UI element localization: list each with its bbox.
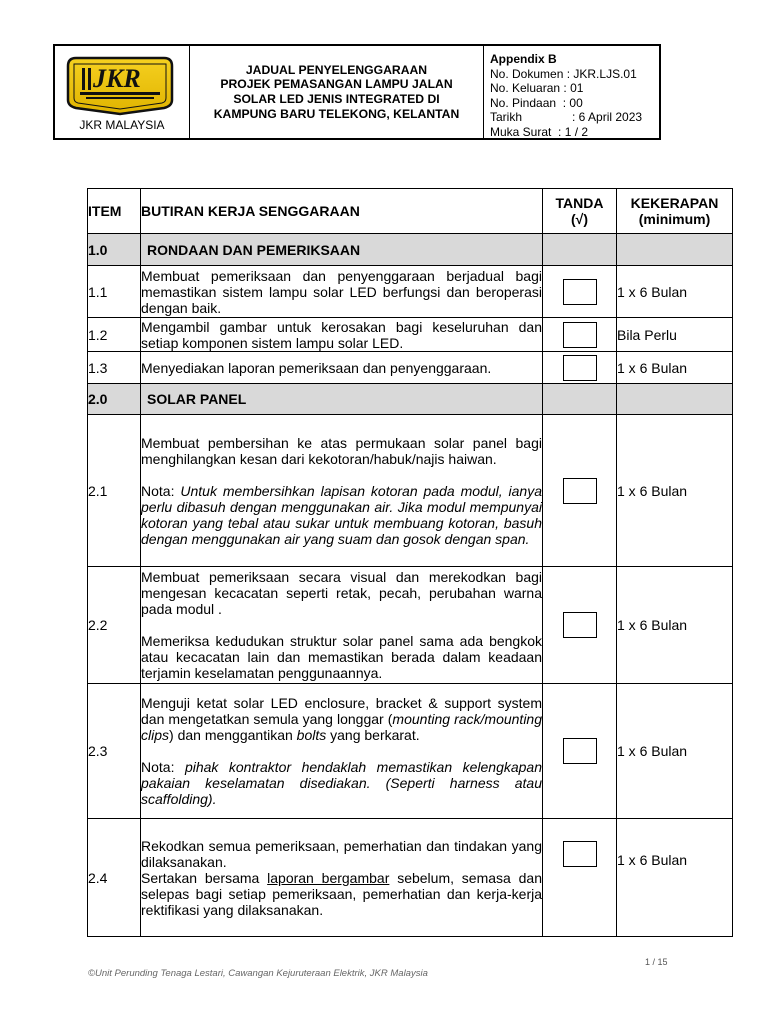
page-number: 1 / 15: [645, 957, 668, 967]
document-meta: [484, 46, 659, 138]
item-description: Membuat pemeriksaan dan penyenggaraan berjadual bagi memastikan sistem lampu solar LED berfungsi dan beroperasi dengan baik.: [141, 267, 542, 316]
frequency: 1 x 6 Bulan: [617, 266, 733, 318]
title-line: JADUAL PENYELENGGARAAN: [245, 62, 428, 77]
section-empty-cell: [617, 384, 733, 415]
table-row: [88, 819, 733, 937]
meta-label: No. Keluaran: [490, 81, 561, 96]
meta-label: No. Pindaan: [490, 95, 557, 110]
meta-muka-surat: Muka Surat : 1 / 2: [490, 124, 589, 139]
tick-cell: [543, 567, 617, 684]
section-row: [88, 234, 733, 266]
col-header-kekerapan: [617, 189, 733, 234]
tick-cell: [543, 819, 617, 937]
section-empty-cell: [543, 384, 617, 415]
description-text: [141, 870, 542, 918]
tick-checkbox[interactable]: [563, 612, 597, 638]
tick-checkbox[interactable]: [563, 322, 597, 348]
item-number: 1.2: [88, 318, 141, 352]
text-part: Sertakan bersama: [141, 869, 268, 886]
logo-cell: [55, 46, 190, 138]
appendix-label: Appendix B: [490, 52, 557, 66]
meta-dokumen: No. Dokumen : JKR.LJS.01: [490, 66, 637, 81]
section-empty-cell: [543, 234, 617, 266]
kekerapan-line1: KEKERAPAN: [630, 195, 719, 211]
tick-cell: [543, 684, 617, 819]
tick-cell: [543, 352, 617, 384]
table-row: [88, 684, 733, 819]
item-description: Menyediakan laporan pemeriksaan dan penyenggaraan.: [141, 352, 543, 384]
col-header-item: ITEM: [88, 189, 141, 234]
kekerapan-line2: (minimum): [638, 211, 711, 227]
table-header-row: [88, 189, 733, 234]
frequency: 1 x 6 Bulan: [617, 567, 733, 684]
meta-value: 01: [570, 81, 584, 96]
title-line: KAMPUNG BARU TELEKONG, KELANTAN: [213, 106, 460, 121]
section-title: SOLAR PANEL: [141, 384, 543, 415]
description-text: Membuat pemeriksaan secara visual dan merekodkan bagi mengesan kecacatan seperti retak, pecah, perubahan warna pada modul .: [141, 569, 542, 617]
note-text: Untuk membersihkan lapisan kotoran pada modul, ianya perlu dibasuh dengan menggunakan air. Jika modul mempunyai kotoran yang tebal atau sukar untuk membuang kotoran, basuh dengan menggunakan air yang suam dan gosok dengan span.: [141, 482, 542, 547]
tanda-line2: (√): [570, 211, 588, 227]
text-part-underlined: laporan bergambar: [267, 869, 390, 886]
tick-checkbox[interactable]: [563, 841, 597, 867]
item-description: [141, 819, 543, 937]
item-number: 2.1: [88, 415, 141, 567]
section-title: RONDAAN DAN PEMERIKSAAN: [141, 234, 543, 266]
note-text: pihak kontraktor hendaklah memastikan kelengkapan pakaian keselamatan disediakan. (Seperti harness atau scaffolding).: [141, 759, 542, 807]
tick-cell: [543, 318, 617, 352]
document-title-cell: [190, 46, 484, 138]
frequency: Bila Perlu: [617, 318, 733, 352]
section-number: 1.0: [88, 234, 141, 266]
col-header-tanda: [543, 189, 617, 234]
tick-checkbox[interactable]: [563, 738, 597, 764]
item-description: [141, 415, 543, 567]
meta-label: Muka Surat: [490, 124, 552, 139]
tick-cell: [543, 266, 617, 318]
meta-value: 6 April 2023: [578, 110, 643, 125]
text-part: Menguji ketat solar LED enclosure, bracket & support system dan mengetatkan semula yang longgar (: [141, 695, 542, 727]
meta-pindaan: No. Pindaan : 00: [490, 95, 583, 110]
frequency: 1 x 6 Bulan: [617, 352, 733, 384]
meta-tarikh: Tarikh : 6 April 2023: [490, 110, 643, 125]
table-row: [88, 352, 733, 384]
col-header-butiran: BUTIRAN KERJA SENGGARAAN: [141, 189, 543, 234]
item-number: 1.3: [88, 352, 141, 384]
note-paragraph: [141, 759, 542, 807]
meta-label: Tarikh: [490, 110, 523, 125]
tanda-line1: TANDA: [555, 195, 604, 211]
item-number: 2.2: [88, 567, 141, 684]
meta-value: JKR.LJS.01: [573, 66, 637, 81]
item-number: 2.3: [88, 684, 141, 819]
text-part: sebelum, semasa dan selepas bagi setiap pemeriksaan, pemerhatian dan kerja-kerja rektifikasi yang dilaksanakan.: [141, 869, 543, 918]
item-number: 2.4: [88, 819, 141, 937]
frequency: 1 x 6 Bulan: [617, 819, 733, 937]
table-row: [88, 567, 733, 684]
section-row: [88, 384, 733, 415]
note-label: Nota:: [141, 482, 181, 499]
tick-checkbox[interactable]: [563, 279, 597, 305]
table-row: [88, 266, 733, 318]
note-label: Nota:: [141, 759, 185, 775]
meta-value: 00: [569, 95, 583, 110]
frequency: 1 x 6 Bulan: [617, 415, 733, 567]
description-text: Memeriksa kedudukan struktur solar panel sama ada bengkok atau kecacatan lain dan memastikan berada dalam keadaan terjamin keselamatan penggunaannya.: [141, 633, 542, 681]
text-part-italic: bolts: [296, 727, 327, 743]
table-row: [88, 415, 733, 567]
section-number: 2.0: [88, 384, 141, 415]
meta-keluaran: No. Keluaran : 01: [490, 81, 584, 96]
text-part: yang berkarat.: [326, 727, 420, 743]
item-description: [141, 567, 543, 684]
tick-checkbox[interactable]: [563, 478, 597, 504]
table-row: [88, 318, 733, 352]
description-text: [141, 695, 542, 743]
description-text: Rekodkan semua pemeriksaan, pemerhatian dan tindakan yang dilaksanakan.: [141, 837, 542, 870]
title-line: SOLAR LED JENIS INTEGRATED DI: [233, 92, 440, 106]
text-part: ) dan menggantikan: [169, 727, 297, 743]
note-paragraph: [141, 483, 542, 547]
item-description: [141, 684, 543, 819]
meta-label: No. Dokumen: [490, 66, 564, 81]
maintenance-table: [87, 188, 733, 937]
item-number: 1.1: [88, 266, 141, 318]
logo-text: JKR: [93, 64, 141, 93]
frequency: 1 x 6 Bulan: [617, 684, 733, 819]
tick-cell: [543, 415, 617, 567]
meta-value: 1 / 2: [564, 124, 589, 139]
org-name: JKR MALAYSIA: [79, 118, 165, 132]
document-title: [214, 63, 460, 121]
title-line: PROJEK PEMASANGAN LAMPU JALAN: [220, 77, 453, 92]
description-text: Membuat pembersihan ke atas permukaan solar panel bagi menghilangkan kesan dari kekotoran/habuk/najis haiwan.: [141, 434, 542, 467]
tick-checkbox[interactable]: [563, 355, 597, 381]
item-description: Mengambil gambar untuk kerosakan bagi keseluruhan dan setiap komponen sistem lampu solar LED.: [141, 318, 542, 351]
text-part-italic: mounting rack/mounting clips: [141, 711, 542, 743]
section-empty-cell: [617, 234, 733, 266]
footer-copyright: ©Unit Perunding Tenaga Lestari, Cawangan Kejuruteraan Elektrik, JKR Malaysia: [88, 968, 428, 979]
document-header: [53, 44, 661, 140]
